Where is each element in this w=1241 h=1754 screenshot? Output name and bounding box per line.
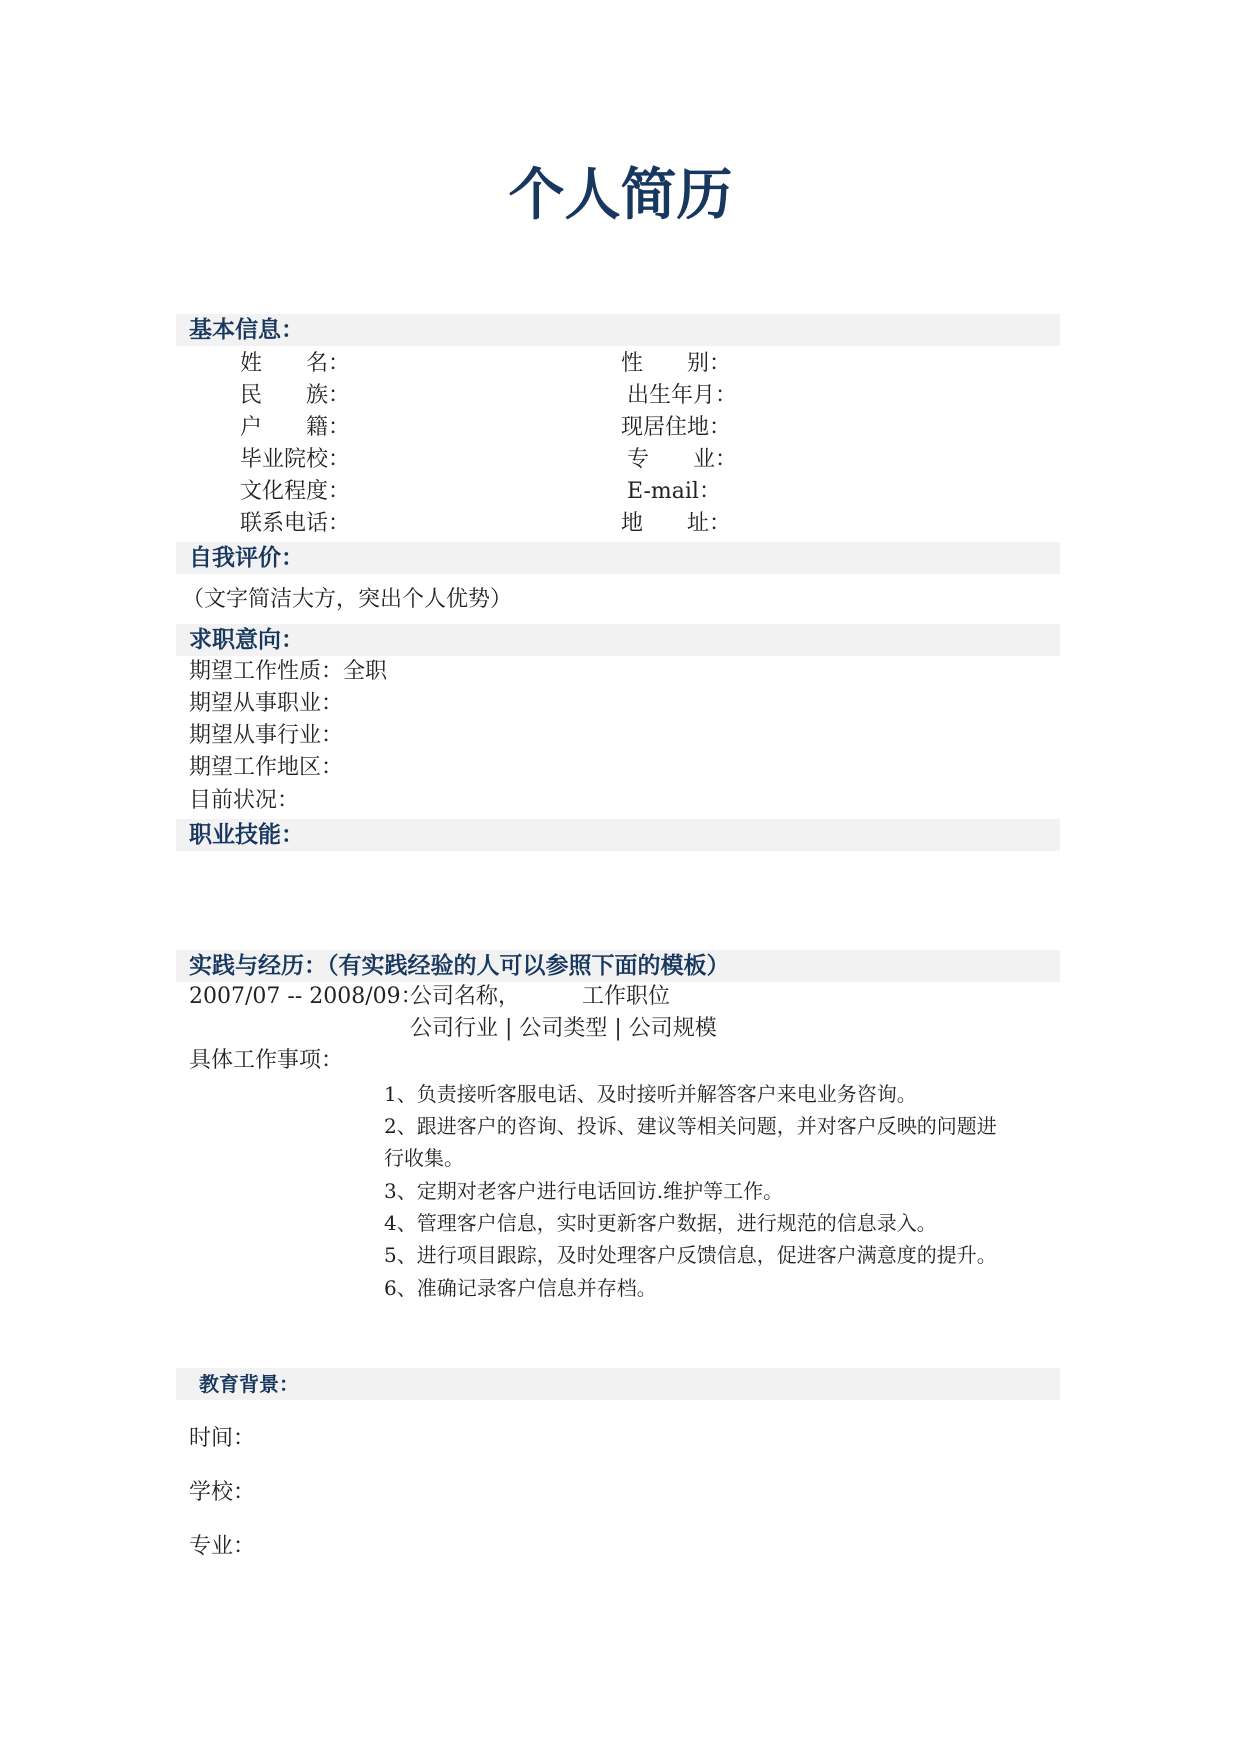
field-label-birth-date: 出生年月： — [627, 383, 738, 408]
job-intention-line: 期望从事行业： — [189, 723, 344, 748]
job-intention-line: 目前状况： — [189, 788, 300, 813]
self-evaluation-placeholder: （文字简洁大方，突出个人优势） — [182, 587, 513, 612]
duty-item: 1、负责接听客服电话、及时接听并解答客户来电业务咨询。 — [384, 1082, 917, 1106]
job-intention-line: 期望工作性质：全职 — [189, 659, 388, 684]
education-line-school: 学校： — [189, 1480, 256, 1505]
duty-item: 4、管理客户信息，实时更新客户数据，进行规范的信息录入。 — [384, 1211, 937, 1235]
field-label-name: 姓 名： — [240, 351, 351, 376]
field-label-household: 户 籍： — [240, 415, 351, 440]
duty-item: 3、定期对老客户进行电话回访.维护等工作。 — [384, 1179, 784, 1203]
section-heading-job-intention: 求职意向： — [189, 627, 304, 653]
education-line-time: 时间： — [189, 1426, 256, 1451]
duty-item: 6、准确记录客户信息并存档。 — [384, 1276, 657, 1300]
section-band-skills — [176, 819, 1060, 851]
experience-period: 2007/07 -- 2008/09： — [189, 984, 423, 1009]
experience-position: 工作职位 — [582, 984, 671, 1009]
job-intention-line: 期望从事职业： — [189, 691, 344, 716]
field-label-email: E-mail： — [627, 479, 721, 504]
section-band-job-intention — [176, 624, 1060, 656]
duty-item: 5、进行项目跟踪，及时处理客户反馈信息，促进客户满意度的提升。 — [384, 1243, 997, 1267]
section-heading-basic-info: 基本信息： — [189, 317, 304, 343]
section-heading-experience-note: （有实践经验的人可以参照下面的模板） — [327, 953, 730, 979]
section-band-education — [176, 1368, 1060, 1400]
section-heading-education: 教育背景： — [199, 1372, 299, 1396]
duty-item: 2、跟进客户的咨询、投诉、建议等相关问题，并对客户反映的问题进 — [384, 1114, 997, 1138]
education-line-major: 专业： — [189, 1534, 256, 1559]
field-label-residence: 现居住地： — [621, 415, 732, 440]
duty-item: 行收集。 — [384, 1146, 464, 1170]
experience-company-meta: 公司行业 | 公司类型 | 公司规模 — [410, 1016, 717, 1041]
section-heading-experience-title: 实践与经历： — [189, 953, 327, 979]
field-label-education-level: 文化程度： — [240, 479, 351, 504]
section-heading-self-evaluation: 自我评价： — [189, 545, 304, 571]
section-band-self-evaluation — [176, 542, 1060, 574]
field-label-ethnicity: 民 族： — [240, 383, 351, 408]
field-label-school: 毕业院校： — [240, 447, 351, 472]
section-band-basic-info — [176, 314, 1060, 346]
section-heading-experience — [189, 950, 730, 982]
job-intention-line: 期望工作地区： — [189, 755, 344, 780]
field-label-gender: 性 别： — [621, 351, 732, 376]
field-label-phone: 联系电话： — [240, 511, 351, 536]
experience-company: 公司名称， — [410, 984, 521, 1009]
section-heading-skills: 职业技能： — [189, 822, 304, 848]
experience-duties-label: 具体工作事项： — [189, 1048, 344, 1073]
field-label-major: 专 业： — [627, 447, 738, 472]
page-title: 个人简历 — [508, 162, 733, 228]
field-label-address: 地 址： — [621, 511, 732, 536]
